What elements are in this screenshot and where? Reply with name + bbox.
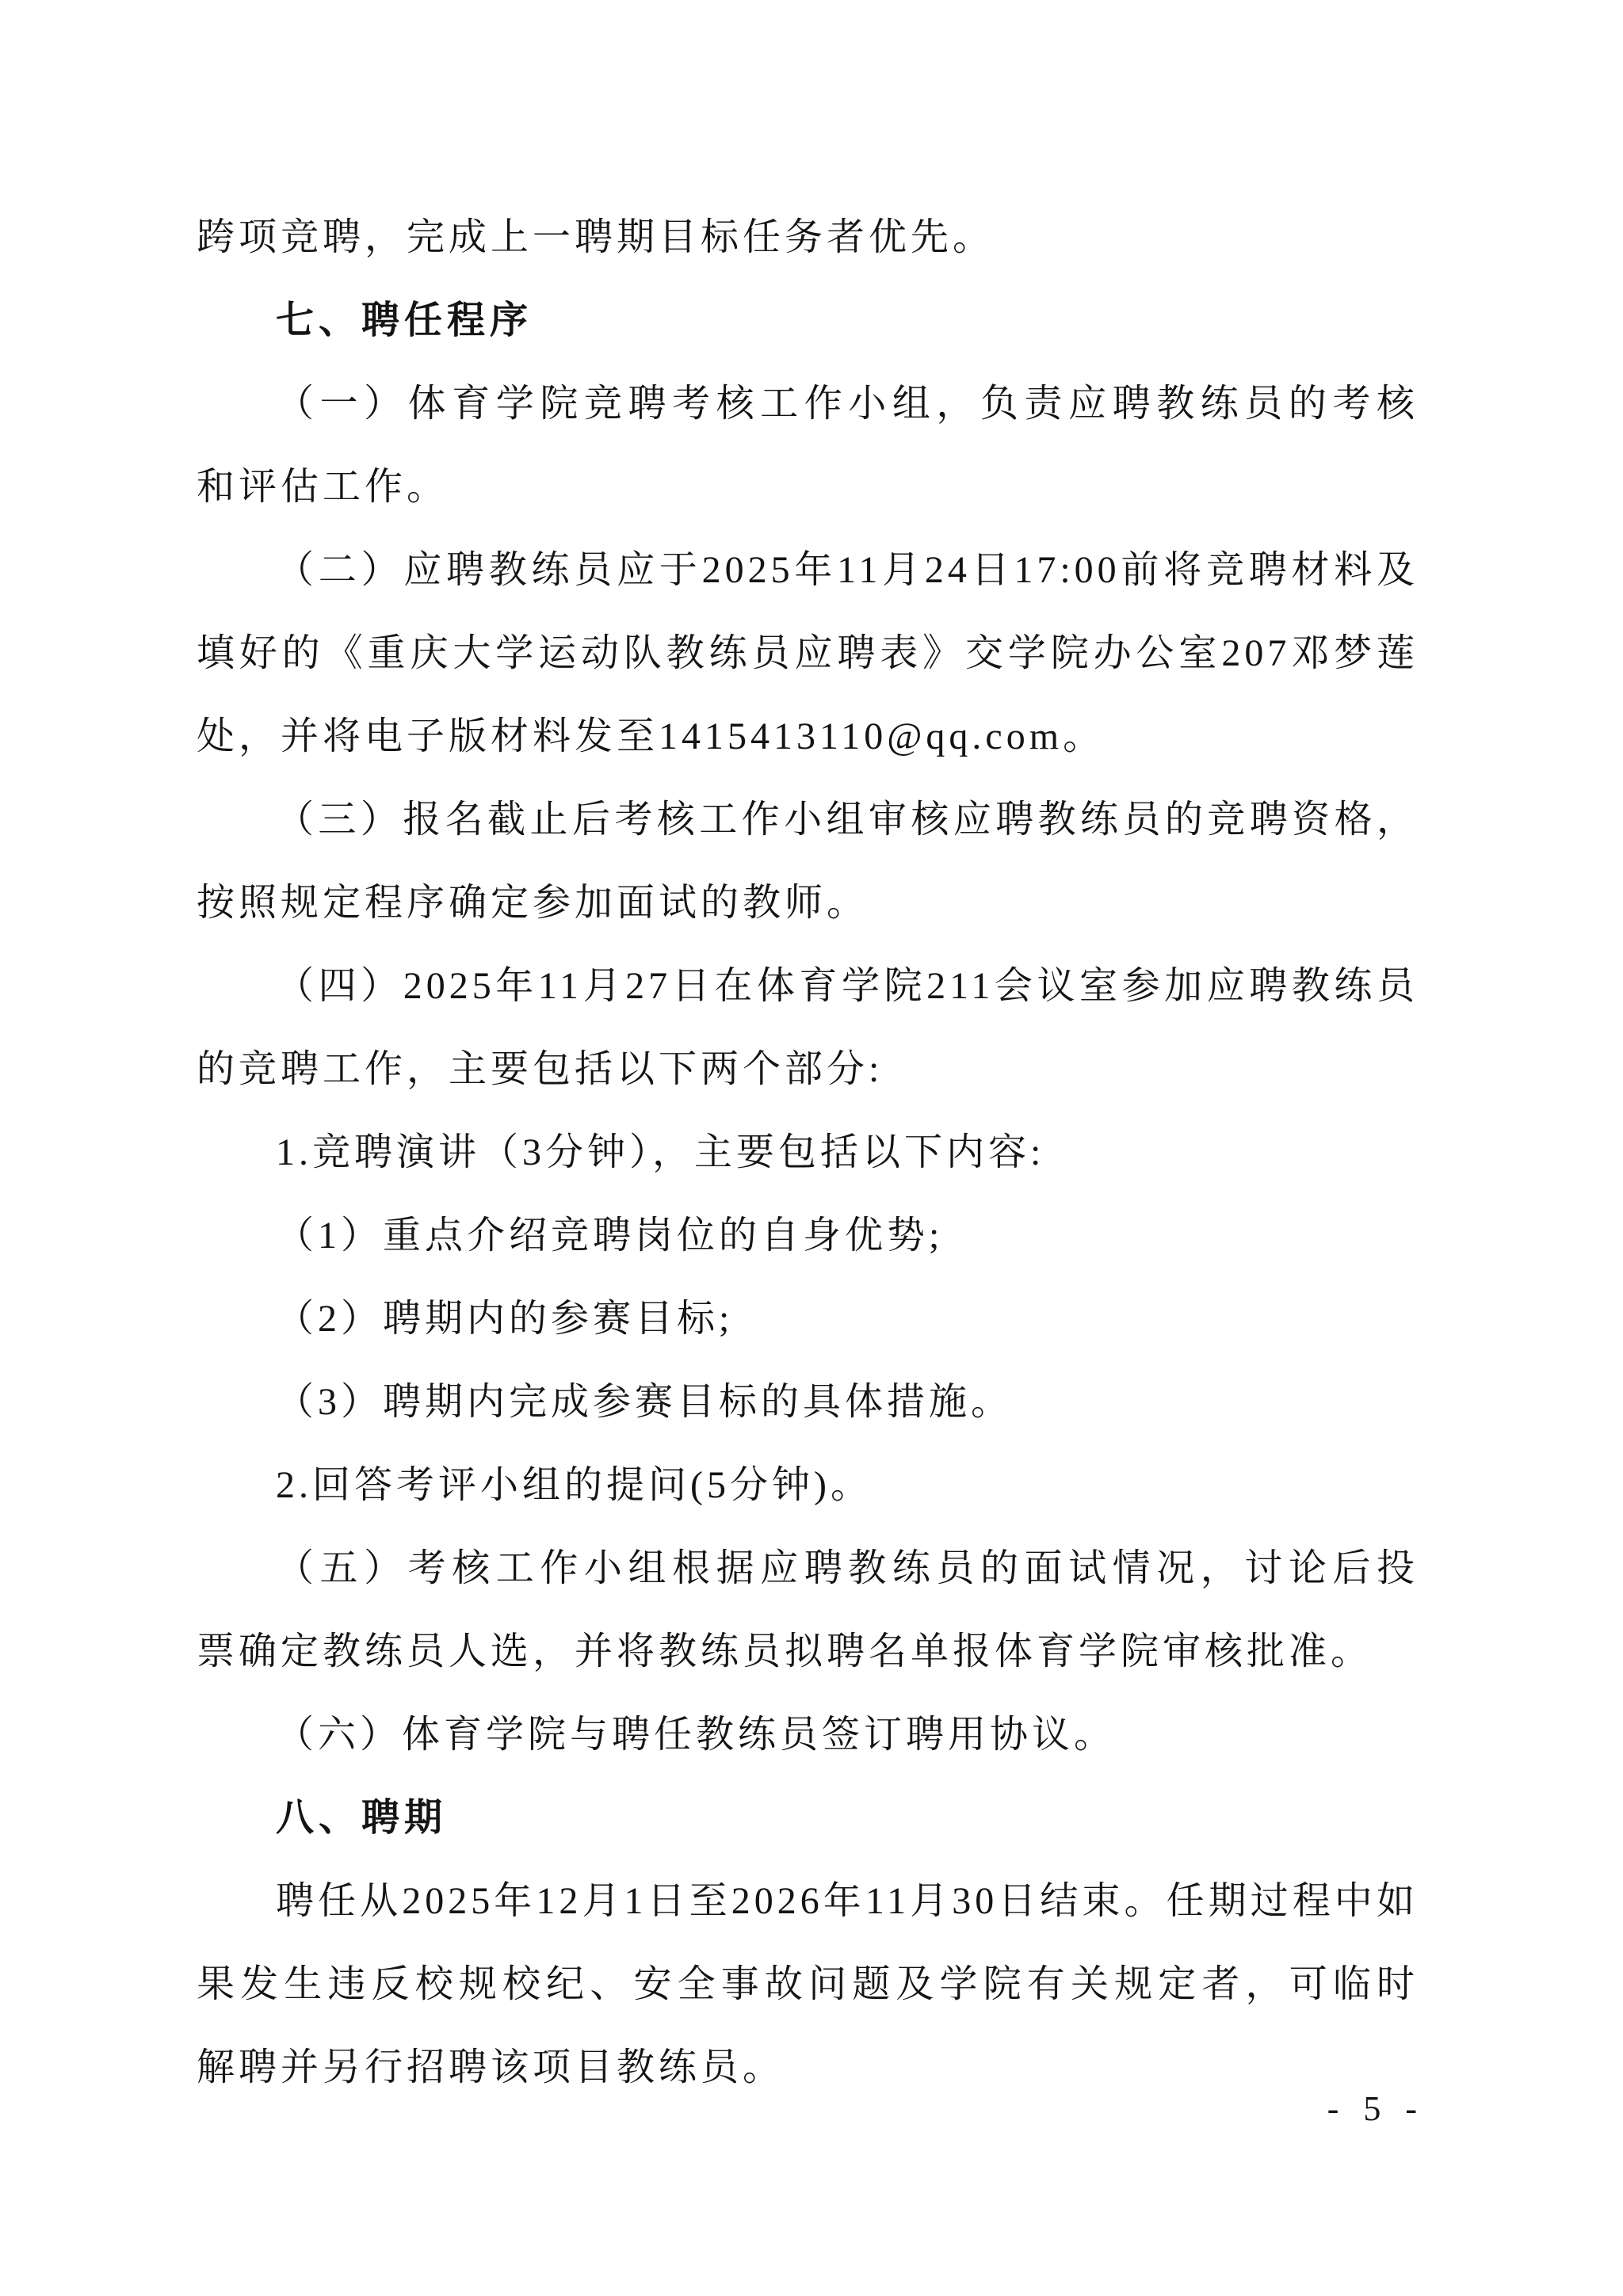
text-line: （五）考核工作小组根据应聘教练员的面试情况，讨论后投	[276, 1547, 1419, 1589]
text-line: （二）应聘教练员应于2025年11月24日17:00前将竞聘材料及	[276, 549, 1419, 591]
text-line: 聘任从2025年12月1日至2026年11月30日结束。任期过程中如	[276, 1880, 1419, 1922]
text-line: （2）聘期内的参赛目标;	[276, 1298, 734, 1340]
text-line: 2.回答考评小组的提问(5分钟)。	[276, 1464, 873, 1506]
text-line: 填好的《重庆大学运动队教练员应聘表》交学院办公室207邓梦莲	[197, 632, 1419, 674]
text-line: （1）重点介绍竞聘岗位的自身优势;	[276, 1215, 944, 1257]
text-line: （三）报名截止后考核工作小组审核应聘教练员的竞聘资格，	[276, 799, 1419, 841]
text-line: 1.竞聘演讲（3分钟），主要包括以下内容:	[276, 1131, 1045, 1173]
text-line: 处，并将电子版材料发至1415413110@qq.com。	[197, 715, 1106, 757]
text-line: 和评估工作。	[197, 466, 449, 508]
text-line: （3）聘期内完成参赛目标的具体措施。	[276, 1381, 1014, 1423]
text-line: 票确定教练员人选，并将教练员拟聘名单报体育学院审核批准。	[197, 1630, 1373, 1672]
page-number: - 5 -	[1327, 2089, 1425, 2128]
text-line: 按照规定程序确定参加面试的教师。	[197, 882, 869, 924]
text-line: （一）体育学院竞聘考核工作小组，负责应聘教练员的考核	[276, 383, 1419, 425]
text-line: （四）2025年11月27日在体育学院211会议室参加应聘教练员	[276, 965, 1419, 1007]
document-body	[197, 196, 1419, 2109]
text-line: 解聘并另行招聘该项目教练员。	[197, 2046, 785, 2088]
text-line: 的竞聘工作，主要包括以下两个部分:	[197, 1048, 884, 1090]
text-line: （六）体育学院与聘任教练员签订聘用协议。	[276, 1714, 1117, 1756]
text-line: 跨项竞聘，完成上一聘期目标任务者优先。	[197, 216, 995, 258]
text-line: 果发生违反校规校纪、安全事故问题及学院有关规定者，可临时	[197, 1963, 1419, 2005]
section-heading: 八、聘期	[276, 1797, 448, 1839]
section-heading: 七、聘任程序	[276, 299, 533, 341]
